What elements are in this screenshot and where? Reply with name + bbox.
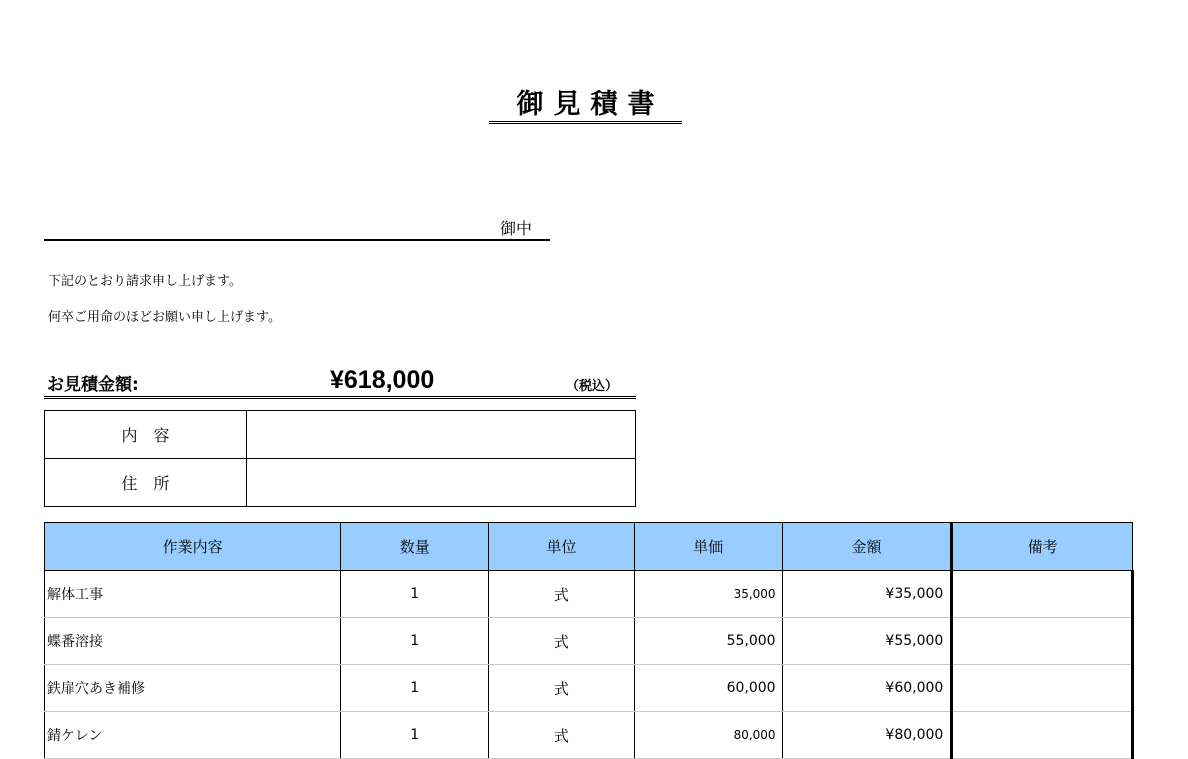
cell-remarks	[952, 618, 1133, 665]
cell-remarks	[952, 665, 1133, 712]
cell-quantity: 1	[341, 712, 489, 759]
cell-unit-price: 55,000	[634, 618, 782, 665]
cell-work: 鉄扉穴あき補修	[45, 665, 341, 712]
table-row	[45, 665, 1133, 712]
header-unit-price: 単価	[634, 523, 782, 571]
table-row	[45, 618, 1133, 665]
info-label-content: 内容	[45, 411, 247, 459]
info-value-content	[247, 411, 636, 459]
cell-unit: 式	[489, 665, 635, 712]
recipient-name-line	[44, 239, 550, 241]
tax-included-note: （税込）	[566, 379, 619, 394]
header-amount: 金額	[782, 523, 952, 571]
cell-unit: 式	[489, 712, 635, 759]
recipient-honorific: 御中	[500, 219, 533, 238]
info-table	[44, 410, 636, 507]
cell-work: 解体工事	[45, 571, 341, 618]
cell-amount: ¥35,000	[782, 571, 952, 618]
document-title: 御見積書	[516, 89, 665, 120]
total-underline-second	[44, 398, 636, 399]
cell-unit-price: 80,000	[634, 712, 782, 759]
cell-remarks	[952, 712, 1133, 759]
total-amount-label: お見積金額:	[47, 375, 139, 395]
cell-amount: ¥60,000	[782, 665, 952, 712]
header-remarks: 備考	[952, 523, 1133, 571]
title-underline	[489, 121, 682, 122]
header-work: 作業内容	[45, 523, 341, 571]
cell-quantity: 1	[341, 618, 489, 665]
cell-unit: 式	[489, 618, 635, 665]
greeting-line-2: 何卒ご用命のほどお願い申し上げます。	[48, 310, 281, 325]
info-row-content	[45, 411, 636, 459]
cell-unit-price: 35,000	[634, 571, 782, 618]
cell-work: 蝶番溶接	[45, 618, 341, 665]
info-row-address	[45, 459, 636, 507]
cell-amount: ¥80,000	[782, 712, 952, 759]
info-label-address: 住所	[45, 459, 247, 507]
cell-quantity: 1	[341, 571, 489, 618]
table-row	[45, 712, 1133, 759]
cell-unit-price: 60,000	[634, 665, 782, 712]
cell-quantity: 1	[341, 665, 489, 712]
info-value-address	[247, 459, 636, 507]
cell-remarks	[952, 571, 1133, 618]
cell-amount: ¥55,000	[782, 618, 952, 665]
total-amount-value: ¥618,000	[330, 366, 435, 394]
table-header-row	[45, 523, 1133, 571]
header-quantity: 数量	[341, 523, 489, 571]
cell-unit: 式	[489, 571, 635, 618]
table-row	[45, 571, 1133, 618]
greeting-line-1: 下記のとおり請求申し上げます。	[48, 274, 242, 289]
estimate-items-table	[44, 522, 1134, 759]
header-unit: 単位	[489, 523, 635, 571]
total-underline	[44, 396, 636, 397]
title-underline-second	[489, 123, 682, 124]
cell-work: 錆ケレン	[45, 712, 341, 759]
